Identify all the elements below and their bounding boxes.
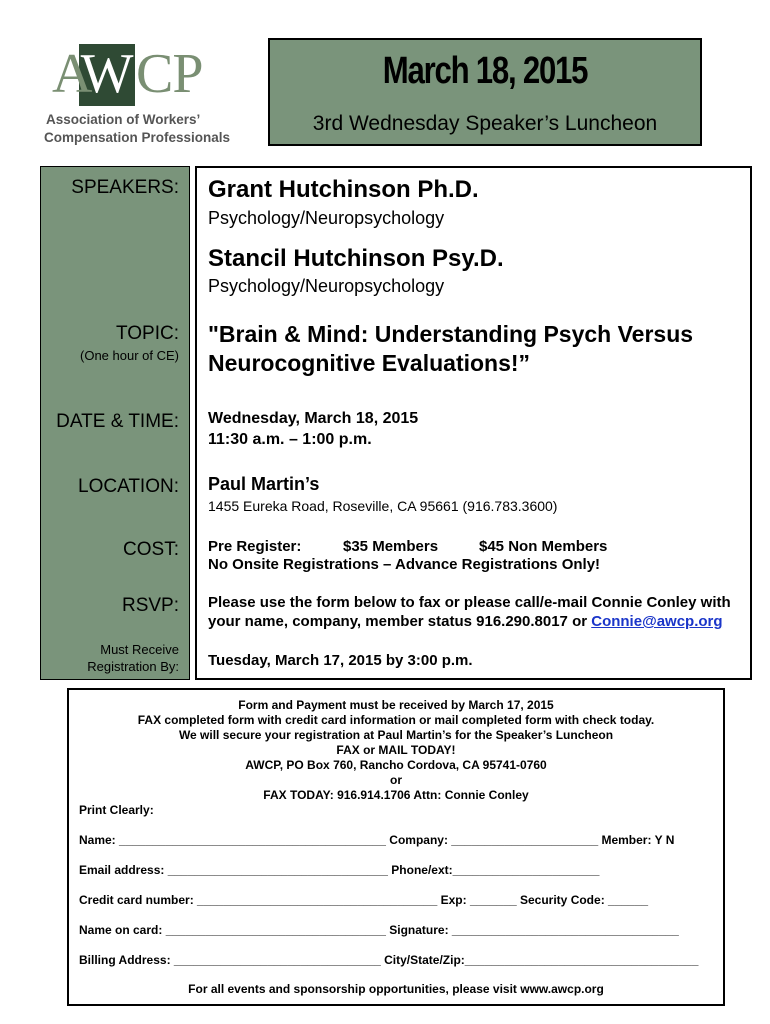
event-header	[268, 38, 702, 146]
label-location: LOCATION:	[78, 476, 179, 497]
rsvp-email-link[interactable]: Connie@awcp.org	[591, 613, 723, 630]
location-address: 1455 Eureka Road, Roseville, CA 95661 (916.783.3600)	[208, 498, 558, 514]
label-date-time: DATE & TIME:	[56, 411, 179, 432]
topic-line-2: Neurocognitive Evaluations!”	[208, 350, 531, 376]
cost-members: $35 Members	[343, 538, 439, 555]
form-line-6: or	[390, 773, 402, 787]
awcp-logo	[40, 38, 230, 150]
form-line-2: FAX completed form with credit card information or mail completed form with check today.	[137, 713, 655, 727]
logo-letter-a: A	[52, 43, 92, 105]
cost-note: No Onsite Registrations – Advance Registrations Only!	[208, 556, 601, 573]
rsvp-line-2	[208, 613, 723, 630]
event-subtitle: 3rd Wednesday Speaker’s Luncheon	[312, 112, 658, 135]
event-details	[195, 166, 752, 680]
print-clearly-label: Print Clearly:	[79, 803, 154, 817]
form-name-on-card-row[interactable]: Name on card: _________________________________ Signature: __________________________________	[79, 923, 679, 937]
form-footer: For all events and sponsorship opportunities, please visit www.awcp.org	[188, 982, 604, 996]
label-column	[40, 166, 190, 680]
topic-line-1: "Brain & Mind: Understanding Psych Versus	[208, 321, 694, 347]
event-date-title: March 18, 2015	[382, 50, 588, 92]
form-line-4: FAX or MAIL TODAY!	[336, 743, 456, 757]
form-line-7: FAX TODAY: 916.914.1706 Attn: Connie Conley	[263, 788, 529, 802]
label-rsvp: RSVP:	[121, 595, 179, 616]
speaker2-name: Stancil Hutchinson Psy.D.	[208, 245, 504, 272]
logo-letters-cp: CP	[136, 43, 203, 105]
registration-form	[67, 688, 725, 1006]
label-topic-note: (One hour of CE)	[80, 348, 179, 363]
date-line-1: Wednesday, March 18, 2015	[208, 410, 419, 427]
location-name: Paul Martin’s	[208, 474, 320, 494]
speaker1-field: Psychology/Neuropsychology	[208, 208, 445, 228]
form-name-row[interactable]: Name: ________________________________________ Company: ______________________ Member: Y N	[79, 833, 675, 847]
speaker1-name: Grant Hutchinson Ph.D.	[208, 176, 479, 203]
form-card-row[interactable]: Credit card number: ____________________________________ Exp: _______ Security Code: ______	[79, 893, 649, 907]
cost-non-members: $45 Non Members	[479, 538, 608, 555]
registration-deadline: Tuesday, March 17, 2015 by 3:00 p.m.	[208, 652, 473, 669]
logo-line-2: Compensation Professionals	[44, 130, 231, 145]
date-line-2: 11:30 a.m. – 1:00 p.m.	[208, 431, 372, 448]
form-line-5: AWCP, PO Box 760, Rancho Cordova, CA 95741-0760	[245, 758, 547, 772]
logo-letter-w: W	[80, 43, 134, 105]
logo-line-1: Association of Workers’	[46, 112, 201, 127]
form-line-1: Form and Payment must be received by March 17, 2015	[238, 698, 554, 712]
rsvp-line-1: Please use the form below to fax or please call/e-mail Connie Conley with	[208, 594, 731, 611]
cost-pre-register: Pre Register:	[208, 538, 302, 555]
form-email-row[interactable]: Email address: _________________________________ Phone/ext:______________________	[79, 863, 600, 877]
speaker2-field: Psychology/Neuropsychology	[208, 276, 445, 296]
label-must-receive: Must Receive	[100, 642, 179, 657]
form-billing-row[interactable]: Billing Address: _______________________________ City/State/Zip:___________________________________	[79, 953, 699, 967]
label-speakers: SPEAKERS:	[71, 177, 179, 198]
label-cost: COST:	[123, 539, 179, 560]
form-line-3: We will secure your registration at Paul Martin’s for the Speaker’s Luncheon	[178, 728, 614, 742]
rsvp-line-2-text: your name, company, member status 916.290.8017 or	[208, 613, 592, 630]
label-registration-by: Registration By:	[87, 659, 179, 674]
label-topic: TOPIC:	[116, 323, 179, 344]
